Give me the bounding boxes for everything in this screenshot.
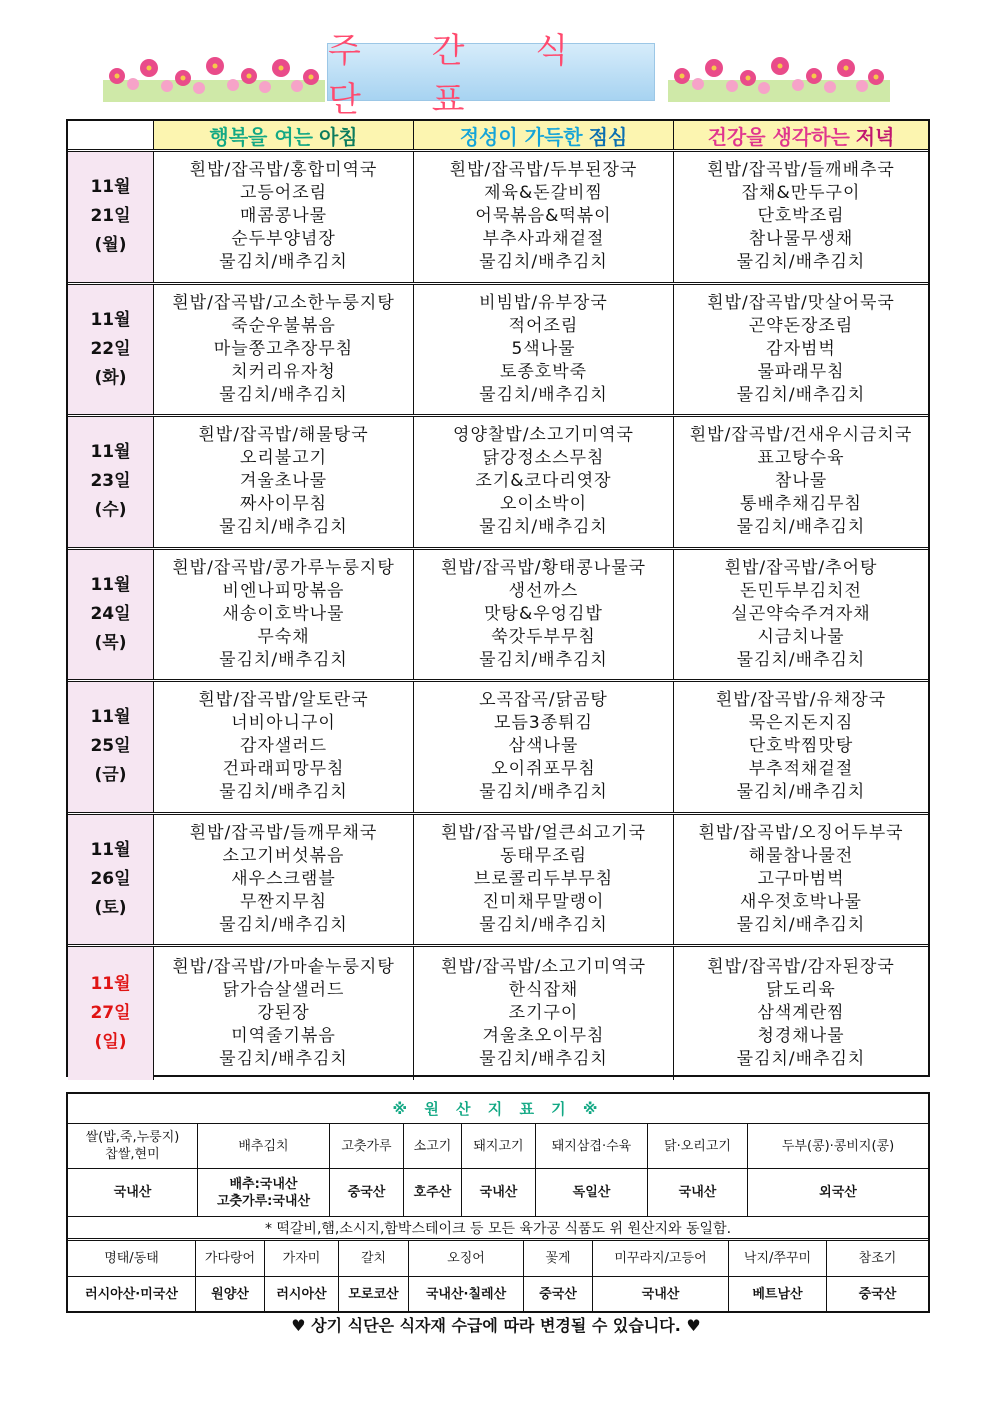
menu-item: 물김치/배추김치 bbox=[736, 1048, 866, 1069]
menu-item: 단호박찜맛탕 bbox=[748, 736, 854, 757]
breakfast-cell bbox=[153, 947, 413, 1080]
origin-item: 미꾸라지/고등어 bbox=[592, 1241, 728, 1276]
breakfast-prefix: 행복을 여는 bbox=[209, 124, 313, 149]
flower-decoration-right bbox=[668, 50, 890, 102]
menu-item: 흰밥/잡곡밥/홍합미역국 bbox=[189, 160, 378, 181]
dinner-cell bbox=[673, 815, 928, 945]
lunch-cell bbox=[413, 550, 673, 680]
lunch-label: 점심 bbox=[588, 124, 628, 149]
menu-item: 진미채무말랭이 bbox=[482, 891, 605, 912]
menu-item: 물김치/배추김치 bbox=[219, 517, 348, 538]
menu-item: 흰밥/잡곡밥/가마솥누룽지탕 bbox=[172, 956, 395, 977]
menu-item: 감자범벅 bbox=[766, 338, 836, 359]
origin-value: 국내산 bbox=[113, 1185, 152, 1200]
origin-value: 호주산 bbox=[403, 1169, 461, 1216]
menu-item: 치커리유자청 bbox=[231, 361, 336, 382]
breakfast-cell bbox=[153, 417, 413, 547]
menu-item: 한식잡채 bbox=[508, 979, 579, 1000]
menu-item: 어묵볶음&떡볶이 bbox=[475, 206, 612, 227]
menu-item: 흰밥/잡곡밥/들깨배추국 bbox=[707, 160, 895, 181]
menu-item: 비빔밥/유부장국 bbox=[479, 292, 608, 313]
origin-value: 중국산 bbox=[329, 1169, 403, 1216]
date-day: 22일 bbox=[90, 338, 131, 359]
menu-item: 물김치/배추김치 bbox=[479, 649, 608, 670]
origin-item: 오징어 bbox=[408, 1241, 523, 1276]
origin-row2-items bbox=[68, 1241, 928, 1277]
menu-header-row bbox=[68, 121, 928, 152]
date-weekday: (일) bbox=[94, 1031, 127, 1052]
menu-item: 죽순우불볶음 bbox=[231, 315, 336, 336]
date-cell bbox=[68, 947, 153, 1080]
menu-item: 오이쥐포무침 bbox=[491, 759, 596, 780]
menu-item: 물김치/배추김치 bbox=[736, 914, 866, 935]
date-day: 24일 bbox=[90, 603, 131, 624]
day-row bbox=[68, 682, 928, 815]
breakfast-cell bbox=[153, 682, 413, 812]
menu-item: 삼색나물 bbox=[508, 736, 579, 757]
menu-item: 시금치나물 bbox=[757, 626, 845, 647]
menu-item: 맛탕&우엉김밥 bbox=[484, 603, 603, 624]
origin-item: 참조기 bbox=[826, 1241, 928, 1276]
menu-item: 5색나물 bbox=[511, 338, 576, 359]
menu-item: 흰밥/잡곡밥/들깨무채국 bbox=[189, 822, 378, 843]
dinner-cell bbox=[673, 152, 928, 282]
header-lunch bbox=[413, 121, 673, 149]
origin-item: 돼지삼겹·수육 bbox=[535, 1124, 647, 1168]
origin-item: 낙지/쭈꾸미 bbox=[728, 1241, 826, 1276]
origin-value: 러시아산·미국산 bbox=[85, 1286, 178, 1302]
menu-item: 청경채나물 bbox=[757, 1025, 845, 1046]
menu-item: 부추적채겉절 bbox=[748, 759, 854, 780]
flower-decoration-left bbox=[103, 50, 325, 102]
menu-item: 무숙채 bbox=[257, 626, 310, 647]
menu-item: 물김치/배추김치 bbox=[219, 914, 348, 935]
date-weekday: (화) bbox=[94, 367, 127, 388]
menu-item: 흰밥/잡곡밥/황태콩나물국 bbox=[440, 557, 647, 578]
menu-item: 물김치/배추김치 bbox=[479, 914, 608, 935]
weekly-menu-table bbox=[66, 119, 930, 1077]
origin-item: 고춧가루 bbox=[329, 1124, 403, 1168]
menu-item: 새우젓호박나물 bbox=[740, 891, 862, 912]
menu-item: 감자샐러드 bbox=[239, 736, 328, 757]
day-row bbox=[68, 285, 928, 418]
day-row bbox=[68, 152, 928, 285]
menu-item: 삼색계란찜 bbox=[757, 1002, 845, 1023]
menu-item: 물김치/배추김치 bbox=[479, 1048, 608, 1069]
origin-row1-values bbox=[68, 1169, 928, 1216]
menu-item: 닭가슴살샐러드 bbox=[222, 979, 345, 1000]
menu-item: 돈민두부김치전 bbox=[740, 580, 862, 601]
day-row bbox=[68, 550, 928, 683]
date-cell bbox=[68, 682, 153, 812]
dinner-cell bbox=[673, 550, 928, 680]
date-month: 11월 bbox=[90, 973, 131, 994]
origin-row1-items bbox=[68, 1124, 928, 1169]
menu-item: 물김치/배추김치 bbox=[219, 782, 348, 803]
origin-item: 소고기 bbox=[403, 1124, 461, 1168]
footer-note: ♥ 상기 식단은 식자재 수급에 따라 변경될 수 있습니다. ♥ bbox=[291, 1316, 701, 1335]
header-dinner bbox=[673, 121, 928, 149]
menu-item: 물김치/배추김치 bbox=[736, 384, 866, 405]
menu-item: 제육&돈갈비찜 bbox=[484, 183, 603, 204]
origin-table bbox=[66, 1092, 930, 1313]
date-day: 26일 bbox=[90, 868, 131, 889]
date-weekday: (월) bbox=[94, 235, 127, 256]
date-cell bbox=[68, 550, 153, 680]
menu-item: 마늘쫑고추장무침 bbox=[213, 338, 354, 359]
origin-title: ※ 원 산 지 표 기 ※ bbox=[68, 1094, 928, 1124]
lunch-prefix: 정성이 가득한 bbox=[459, 124, 583, 149]
origin-note: * 떡갈비,햄,소시지,함박스테이크 등 모든 육가공 식품도 위 원산지와 동일함. bbox=[68, 1216, 928, 1241]
menu-item: 물김치/배추김치 bbox=[479, 782, 608, 803]
day-row bbox=[68, 417, 928, 550]
menu-item: 닭강정소스무침 bbox=[482, 448, 605, 469]
origin-item: 배추김치 bbox=[197, 1124, 329, 1168]
date-month: 11월 bbox=[90, 839, 131, 860]
lunch-cell bbox=[413, 947, 673, 1080]
menu-item: 동태무조림 bbox=[499, 845, 588, 866]
menu-item: 흰밥/잡곡밥/얼큰쇠고기국 bbox=[440, 822, 647, 843]
menu-item: 영양찰밥/소고기미역국 bbox=[453, 425, 634, 446]
origin-value: 베트남산 bbox=[728, 1277, 826, 1311]
menu-item: 흰밥/잡곡밥/건새우시금치국 bbox=[689, 425, 913, 446]
breakfast-cell bbox=[153, 285, 413, 415]
dinner-cell bbox=[673, 417, 928, 547]
menu-item: 적어조림 bbox=[508, 315, 579, 336]
date-day: 25일 bbox=[90, 736, 131, 757]
menu-item: 물김치/배추김치 bbox=[219, 649, 348, 670]
date-day: 27일 bbox=[90, 1002, 131, 1023]
menu-item: 부추사과채겉절 bbox=[482, 229, 605, 250]
menu-item: 짜사이무침 bbox=[239, 494, 328, 515]
menu-item: 미역줄기볶음 bbox=[231, 1025, 336, 1046]
menu-item: 닭도리육 bbox=[766, 979, 836, 1000]
dinner-prefix: 건강을 생각하는 bbox=[707, 124, 850, 149]
menu-item: 흰밥/잡곡밥/고소한누룽지탕 bbox=[172, 292, 395, 313]
origin-item: 돼지고기 bbox=[461, 1124, 535, 1168]
menu-item: 단호박조림 bbox=[757, 206, 845, 227]
menu-item: 모듬3종튀김 bbox=[494, 713, 593, 734]
menu-item: 새우스크램블 bbox=[231, 868, 336, 889]
origin-item: 명태/동태 bbox=[104, 1251, 159, 1266]
header-breakfast bbox=[153, 121, 413, 149]
origin-value: 외국산 bbox=[747, 1169, 928, 1216]
menu-item: 흰밥/잡곡밥/콩가루누룽지탕 bbox=[172, 557, 395, 578]
menu-item: 곤약돈장조림 bbox=[748, 315, 854, 336]
date-weekday: (목) bbox=[94, 632, 127, 653]
menu-item: 흰밥/잡곡밥/알토란국 bbox=[198, 690, 369, 711]
origin-item: 가자미 bbox=[264, 1241, 338, 1276]
menu-item: 물김치/배추김치 bbox=[736, 649, 866, 670]
menu-item: 토종호박죽 bbox=[499, 361, 588, 382]
origin-row2-values bbox=[68, 1277, 928, 1311]
dinner-cell bbox=[673, 947, 928, 1080]
menu-item: 비엔나피망볶음 bbox=[222, 580, 345, 601]
breakfast-label: 아침 bbox=[318, 124, 358, 149]
lunch-cell bbox=[413, 285, 673, 415]
menu-item: 흰밥/잡곡밥/해물탕국 bbox=[198, 425, 369, 446]
menu-item: 오이소박이 bbox=[499, 494, 588, 515]
menu-item: 물김치/배추김치 bbox=[736, 252, 866, 273]
menu-item: 소고기버섯볶음 bbox=[222, 845, 345, 866]
menu-item: 흰밥/잡곡밥/오징어두부국 bbox=[698, 822, 904, 843]
menu-item: 흰밥/잡곡밥/추어탕 bbox=[724, 557, 878, 578]
breakfast-cell bbox=[153, 815, 413, 945]
menu-item: 오리불고기 bbox=[239, 448, 328, 469]
date-weekday: (수) bbox=[94, 500, 127, 521]
date-month: 11월 bbox=[90, 177, 131, 198]
menu-item: 물김치/배추김치 bbox=[736, 782, 866, 803]
date-month: 11월 bbox=[90, 707, 131, 728]
menu-item: 묵은지돈지짐 bbox=[748, 713, 854, 734]
menu-item: 오곡잡곡/닭곰탕 bbox=[479, 690, 608, 711]
origin-item: 갈치 bbox=[338, 1241, 408, 1276]
menu-item: 물김치/배추김치 bbox=[219, 1048, 348, 1069]
menu-item: 참나물 bbox=[774, 471, 828, 492]
menu-item: 해물참나물전 bbox=[748, 845, 854, 866]
menu-item: 물김치/배추김치 bbox=[219, 252, 348, 273]
breakfast-cell bbox=[153, 152, 413, 282]
menu-item: 실곤약숙주겨자채 bbox=[731, 603, 871, 624]
dinner-label: 저녁 bbox=[855, 124, 895, 149]
origin-value: 독일산 bbox=[535, 1169, 647, 1216]
origin-value: 모로코산 bbox=[338, 1277, 408, 1311]
menu-item: 흰밥/잡곡밥/소고기미역국 bbox=[440, 956, 647, 977]
origin-value: 중국산 bbox=[523, 1277, 592, 1311]
menu-item: 순두부양념장 bbox=[231, 229, 336, 250]
origin-value: 국내산 bbox=[461, 1169, 535, 1216]
date-month: 11월 bbox=[90, 442, 131, 463]
menu-item: 새송이호박나물 bbox=[222, 603, 345, 624]
menu-item: 잡채&만두구이 bbox=[741, 183, 861, 204]
menu-item: 조기&코다리엿장 bbox=[475, 471, 612, 492]
origin-item: 두부(콩)·콩비지(콩) bbox=[747, 1124, 928, 1168]
menu-item: 너비아니구이 bbox=[231, 713, 336, 734]
date-month: 11월 bbox=[90, 574, 131, 595]
origin-item: 가다랑어 bbox=[195, 1241, 264, 1276]
lunch-cell bbox=[413, 152, 673, 282]
date-month: 11월 bbox=[90, 309, 131, 330]
menu-item: 무짠지무침 bbox=[239, 891, 328, 912]
origin-value: 국내산·칠레산 bbox=[408, 1277, 523, 1311]
menu-item: 물김치/배추김치 bbox=[219, 384, 348, 405]
origin-item: 꽃게 bbox=[523, 1241, 592, 1276]
date-cell bbox=[68, 152, 153, 282]
origin-value: 러시아산 bbox=[264, 1277, 338, 1311]
lunch-cell bbox=[413, 682, 673, 812]
menu-item: 조기구이 bbox=[508, 1002, 579, 1023]
menu-item: 통배추채김무침 bbox=[740, 494, 862, 515]
lunch-cell bbox=[413, 417, 673, 547]
day-row bbox=[68, 947, 928, 1080]
menu-item: 물김치/배추김치 bbox=[479, 252, 608, 273]
origin-item: 쌀(밥,죽,누룽지) 찹쌀,현미 bbox=[85, 1130, 180, 1162]
date-cell bbox=[68, 285, 153, 415]
menu-item: 겨울초오이무침 bbox=[482, 1025, 605, 1046]
menu-item: 강된장 bbox=[257, 1002, 310, 1023]
page-title: 주 간 식 단 표 bbox=[328, 31, 599, 120]
origin-value: 국내산 bbox=[592, 1277, 728, 1311]
menu-item: 쑥갓두부무침 bbox=[491, 626, 596, 647]
menu-item: 물김치/배추김치 bbox=[479, 384, 608, 405]
origin-value: 국내산 bbox=[647, 1169, 747, 1216]
lunch-cell bbox=[413, 815, 673, 945]
header-blank-cell bbox=[68, 121, 153, 149]
origin-value: 원양산 bbox=[195, 1277, 264, 1311]
date-cell bbox=[68, 815, 153, 945]
menu-item: 고구마범벅 bbox=[757, 868, 845, 889]
date-weekday: (금) bbox=[94, 765, 127, 786]
date-cell bbox=[68, 417, 153, 547]
origin-value: 배추:국내산 고춧가루:국내산 bbox=[197, 1169, 329, 1216]
menu-item: 물김치/배추김치 bbox=[736, 517, 866, 538]
date-day: 21일 bbox=[90, 206, 131, 227]
menu-item: 물김치/배추김치 bbox=[479, 517, 608, 538]
menu-item: 생선까스 bbox=[508, 580, 579, 601]
dinner-cell bbox=[673, 682, 928, 812]
dinner-cell bbox=[673, 285, 928, 415]
menu-item: 매콤콩나물 bbox=[239, 206, 328, 227]
page-title-box bbox=[327, 31, 655, 120]
breakfast-cell bbox=[153, 550, 413, 680]
menu-item: 표고탕수육 bbox=[757, 448, 845, 469]
menu-item: 겨울초나물 bbox=[239, 471, 328, 492]
menu-item: 흰밥/잡곡밥/두부된장국 bbox=[449, 160, 638, 181]
menu-item: 흰밥/잡곡밥/유채장국 bbox=[715, 690, 887, 711]
date-day: 23일 bbox=[90, 471, 131, 492]
menu-item: 참나물무생채 bbox=[748, 229, 854, 250]
menu-item: 건파래피망무침 bbox=[222, 759, 345, 780]
menu-item: 브로콜리두부무침 bbox=[473, 868, 614, 889]
day-row bbox=[68, 815, 928, 948]
menu-item: 흰밥/잡곡밥/감자된장국 bbox=[707, 956, 895, 977]
origin-value: 중국산 bbox=[826, 1277, 928, 1311]
menu-item: 물파래무침 bbox=[757, 361, 845, 382]
date-weekday: (토) bbox=[94, 897, 127, 918]
menu-item: 고등어조림 bbox=[239, 183, 328, 204]
origin-item: 닭·오리고기 bbox=[647, 1124, 747, 1168]
menu-item: 흰밥/잡곡밥/맛살어묵국 bbox=[707, 292, 895, 313]
